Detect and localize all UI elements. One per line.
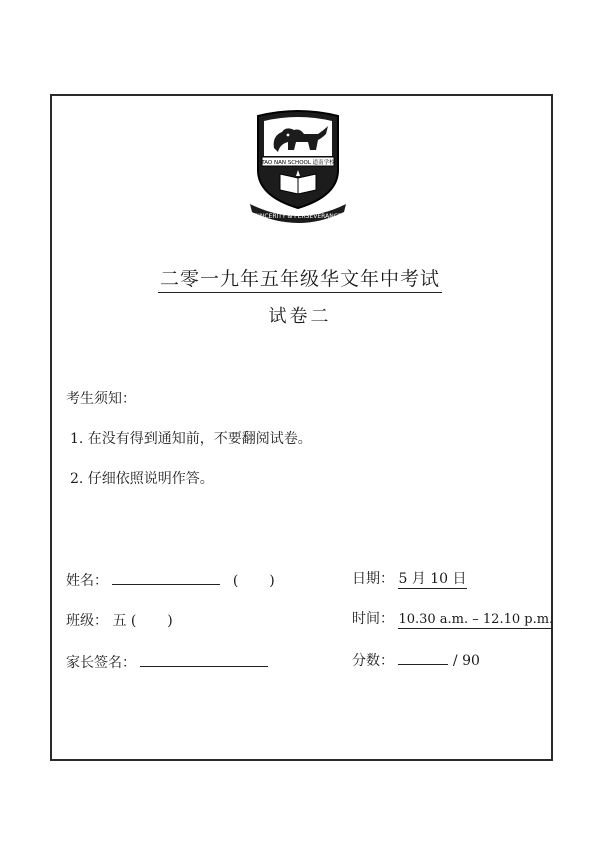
svg-text:TAO NAN SCHOOL 道南学校: TAO NAN SCHOOL 道南学校 [261,160,335,166]
exam-title: 二零一九年五年级华文年中考试 [0,264,600,291]
name-field: 姓名： ( ) [66,570,275,590]
time-label: 时间： [352,611,394,627]
paper-subtitle: 试卷二 [268,306,332,327]
date-field [352,568,467,588]
date-value: 5 月 10 日 [398,571,467,587]
score-field [352,650,480,670]
parent-signature-blank[interactable] [140,652,268,667]
parent-signature-field [66,652,268,672]
name-label: 姓名： [66,573,108,589]
score-label: 分数： [352,653,394,669]
svg-text:SINCERITY & PERSEVERANCE: SINCERITY & PERSEVERANCE [254,213,342,220]
parent-signature-label: 家长签名： [66,655,136,671]
class-label: 班级： [66,613,108,629]
time-field [352,608,553,628]
name-blank[interactable] [112,570,220,585]
school-crest-logo [248,108,348,224]
class-value: 五 ( [112,613,137,629]
score-blank[interactable] [398,650,448,665]
school-crest-icon [248,108,348,224]
time-value: 10.30 a.m. – 12.10 p.m. [398,612,554,627]
class-field: 班级： 五 ( ) [66,613,173,629]
instruction-item-1: 1. 在没有得到通知前，不要翻阅试卷。 [70,431,312,447]
instruction-item-2: 2. 仔细依照说明作答。 [70,471,214,487]
instructions-heading: 考生须知： [66,391,136,407]
score-total: / 90 [452,653,480,669]
date-label: 日期： [352,571,394,587]
